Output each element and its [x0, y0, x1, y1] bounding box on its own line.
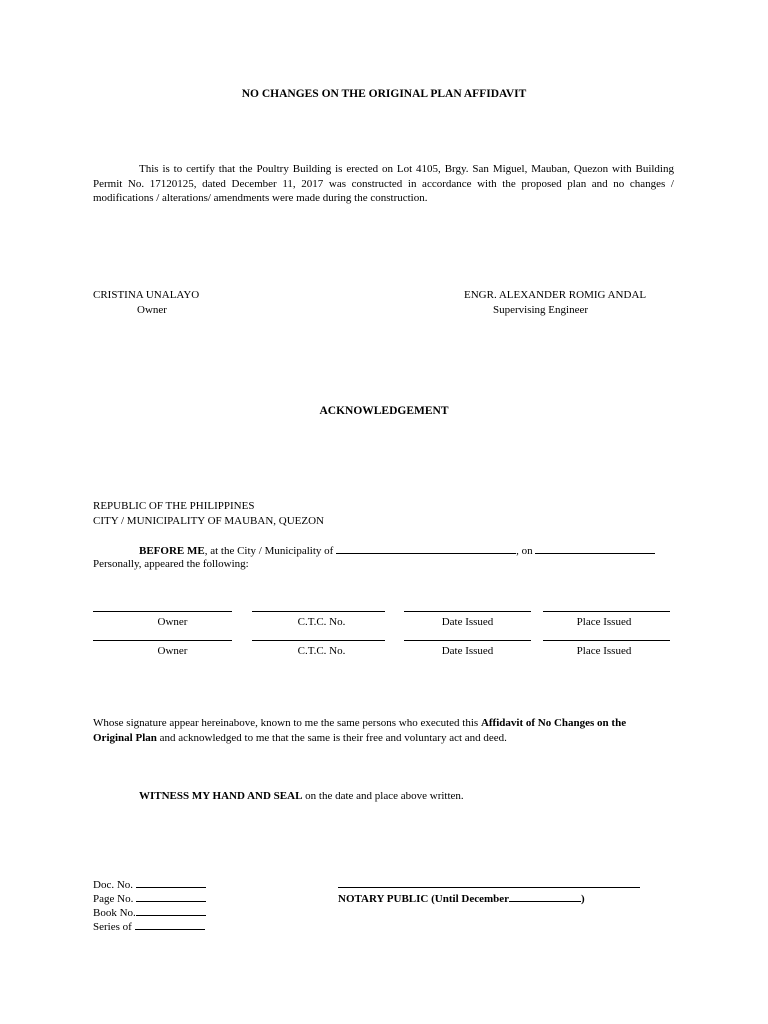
- date-issued-line[interactable]: [404, 640, 531, 641]
- witness-line: [139, 789, 464, 803]
- ctc-line[interactable]: [252, 640, 385, 641]
- notary-public-label: [338, 890, 585, 906]
- owner-name: CRISTINA UNALAYO: [93, 289, 200, 301]
- col-owner-label: Owner: [157, 616, 188, 628]
- whose-text: Whose signature appear hereinabove, known to me the same persons who executed this: [93, 717, 481, 729]
- acknowledgement-heading: ACKNOWLEDGEMENT: [319, 405, 449, 417]
- book-no-blank[interactable]: [136, 904, 206, 916]
- doc-no-label: Doc. No.: [93, 879, 134, 891]
- page-no-label: Page No.: [93, 893, 134, 905]
- date-blank[interactable]: [535, 542, 655, 554]
- owner-signature-line[interactable]: [93, 640, 232, 641]
- notary-label: NOTARY PUBLIC (Until December: [338, 893, 510, 905]
- ack-text: and acknowledged to me that the same is their free and voluntary act and deed.: [156, 731, 507, 744]
- page-no-blank[interactable]: [136, 890, 206, 902]
- city-line: CITY / MUNICIPALITY OF MAUBAN, QUEZON: [93, 515, 324, 527]
- acknowledgement-paragraph: [93, 716, 663, 745]
- date-issued-line[interactable]: [404, 611, 531, 612]
- col-ctc-label: C.T.C. No.: [297, 645, 346, 657]
- appeared-line: Personally, appeared the following:: [93, 558, 249, 570]
- place-issued-line[interactable]: [543, 640, 670, 641]
- before-me-label: BEFORE ME: [139, 545, 205, 557]
- municipality-blank[interactable]: [336, 542, 516, 554]
- notary-close: ): [581, 893, 585, 905]
- document-title: NO CHANGES ON THE ORIGINAL PLAN AFFIDAVIT: [241, 88, 527, 100]
- witness-label: WITNESS MY HAND AND SEAL: [139, 790, 303, 802]
- owner-signature-line[interactable]: [93, 611, 232, 612]
- notary-commission-blank[interactable]: [509, 890, 581, 902]
- before-me-line: [139, 542, 655, 558]
- engineer-role: Supervising Engineer: [493, 304, 589, 316]
- ctc-line[interactable]: [252, 611, 385, 612]
- republic-line: REPUBLIC OF THE PHILIPPINES: [93, 500, 255, 512]
- before-me-text: , at the City / Municipality of: [204, 545, 334, 557]
- col-place-label: Place Issued: [576, 616, 632, 628]
- series-of-label: Series of: [93, 921, 132, 933]
- doc-no-blank[interactable]: [136, 876, 206, 888]
- affidavit-title-ref: Affidavit of No Changes on the Original Plan: [93, 717, 627, 744]
- series-of-blank[interactable]: [135, 918, 205, 930]
- col-owner-label: Owner: [157, 645, 188, 657]
- owner-role: Owner: [137, 304, 167, 316]
- witness-text: on the date and place above written.: [302, 790, 464, 802]
- engineer-name: ENGR. ALEXANDER ROMIG ANDAL: [464, 289, 647, 301]
- book-no-label: Book No.: [93, 907, 136, 919]
- col-ctc-label: C.T.C. No.: [297, 616, 346, 628]
- series-of-line: [93, 918, 205, 934]
- notary-signature-line[interactable]: [338, 887, 640, 888]
- col-place-label: Place Issued: [576, 645, 632, 657]
- col-date-label: Date Issued: [441, 645, 494, 657]
- certification-paragraph: This is to certify that the Poultry Building is erected on Lot 4105, Brgy. San Miguel, Mauban, Quezon with Building Permit No. 17120125, dated December 11, 2017 was constructed in accordance with the proposed plan and no changes / modifications / alterations/ amendments were made during the construction.: [93, 163, 674, 204]
- col-date-label: Date Issued: [441, 616, 494, 628]
- on-text: , on: [516, 545, 533, 557]
- place-issued-line[interactable]: [543, 611, 670, 612]
